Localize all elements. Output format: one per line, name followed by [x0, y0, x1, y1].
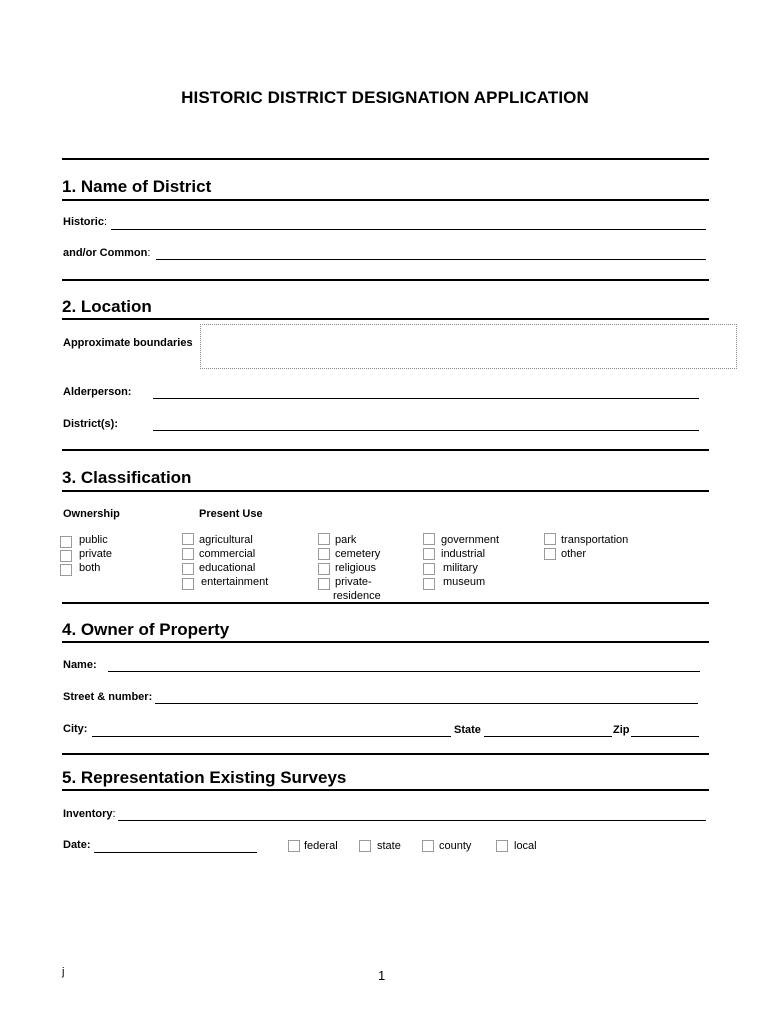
local-checkbox[interactable] [496, 840, 508, 852]
option-local: local [514, 840, 537, 852]
option-other: other [561, 548, 587, 560]
private-residence-checkbox[interactable] [318, 578, 330, 590]
option-military: military [443, 562, 478, 574]
street-label: Street & number: [63, 691, 153, 703]
religious-checkbox[interactable] [318, 563, 330, 575]
option-park: park [335, 534, 357, 546]
cemetery-checkbox[interactable] [318, 548, 330, 560]
street-field[interactable] [155, 703, 698, 704]
transportation-checkbox[interactable] [544, 533, 556, 545]
option-agricultural: agricultural [199, 534, 253, 546]
alderperson-field[interactable] [153, 398, 699, 399]
option-both: both [79, 562, 101, 574]
section-1-heading: 1. Name of District [62, 177, 212, 196]
common-name-field[interactable] [156, 259, 706, 260]
name-label: Name: [63, 659, 97, 671]
option-commercial: commercial [199, 548, 256, 560]
option-public: public [79, 534, 108, 546]
section-3-heading: 3. Classification [62, 468, 192, 487]
section-underline [62, 789, 709, 791]
option-entertainment: entertainment [201, 576, 269, 588]
option-transportation: transportation [561, 534, 629, 546]
page-number: 1 [378, 968, 386, 983]
section-underline [62, 641, 709, 643]
inventory-field[interactable] [118, 820, 706, 821]
zip-label: Zip [613, 724, 630, 736]
option-federal: federal [304, 840, 338, 852]
section-underline [62, 490, 709, 492]
boundaries-field[interactable] [200, 324, 737, 369]
educational-checkbox[interactable] [182, 563, 194, 575]
districts-field[interactable] [153, 430, 699, 431]
page-title: HISTORIC DISTRICT DESIGNATION APPLICATION [181, 88, 589, 107]
owner-name-field[interactable] [108, 671, 700, 672]
option-government: government [441, 534, 500, 546]
public-checkbox[interactable] [60, 536, 72, 548]
date-label: Date: [63, 839, 91, 851]
city-label: City: [63, 723, 88, 735]
option-religious: religious [335, 562, 376, 574]
option-museum: museum [443, 576, 486, 588]
footer-mark: j [62, 966, 65, 978]
option-county: county [439, 840, 472, 852]
section-divider [62, 279, 709, 281]
option-state: state [377, 840, 401, 852]
section-divider [62, 602, 709, 604]
ownership-label: Ownership [63, 508, 120, 520]
option-industrial: industrial [441, 548, 486, 560]
other-checkbox[interactable] [544, 548, 556, 560]
agricultural-checkbox[interactable] [182, 533, 194, 545]
districts-label: District(s): [63, 418, 119, 430]
county-checkbox[interactable] [422, 840, 434, 852]
section-5-heading: 5. Representation Existing Surveys [62, 768, 347, 787]
section-divider [62, 753, 709, 755]
entertainment-checkbox[interactable] [182, 578, 194, 590]
commercial-checkbox[interactable] [182, 548, 194, 560]
present-use-label: Present Use [199, 508, 263, 520]
section-divider [62, 158, 709, 160]
alderperson-label: Alderperson: [63, 386, 132, 398]
common-label: and/or Common: [63, 247, 151, 259]
section-divider [62, 449, 709, 451]
date-field[interactable] [94, 852, 257, 853]
state-label: State [454, 724, 481, 736]
historic-field[interactable] [111, 229, 706, 230]
option-private: private [79, 548, 113, 560]
private-checkbox[interactable] [60, 550, 72, 562]
boundaries-label: Approximate boundaries [63, 337, 193, 349]
industrial-checkbox[interactable] [423, 548, 435, 560]
section-4-heading: 4. Owner of Property [62, 620, 230, 639]
government-checkbox[interactable] [423, 533, 435, 545]
both-checkbox[interactable] [60, 564, 72, 576]
city-field[interactable] [92, 736, 451, 737]
option-cemetery: cemetery [335, 548, 381, 560]
zip-field[interactable] [631, 736, 699, 737]
historic-label: Historic: [63, 216, 108, 228]
park-checkbox[interactable] [318, 533, 330, 545]
museum-checkbox[interactable] [423, 578, 435, 590]
state-field[interactable] [484, 736, 612, 737]
section-underline [62, 318, 709, 320]
option-private-residence-cont: residence [333, 590, 381, 602]
section-underline [62, 199, 709, 201]
state-checkbox[interactable] [359, 840, 371, 852]
inventory-label: Inventory: [63, 808, 116, 820]
section-2-heading: 2. Location [62, 297, 152, 316]
option-private-residence: private- [335, 576, 372, 588]
military-checkbox[interactable] [423, 563, 435, 575]
option-educational: educational [199, 562, 256, 574]
federal-checkbox[interactable] [288, 840, 300, 852]
